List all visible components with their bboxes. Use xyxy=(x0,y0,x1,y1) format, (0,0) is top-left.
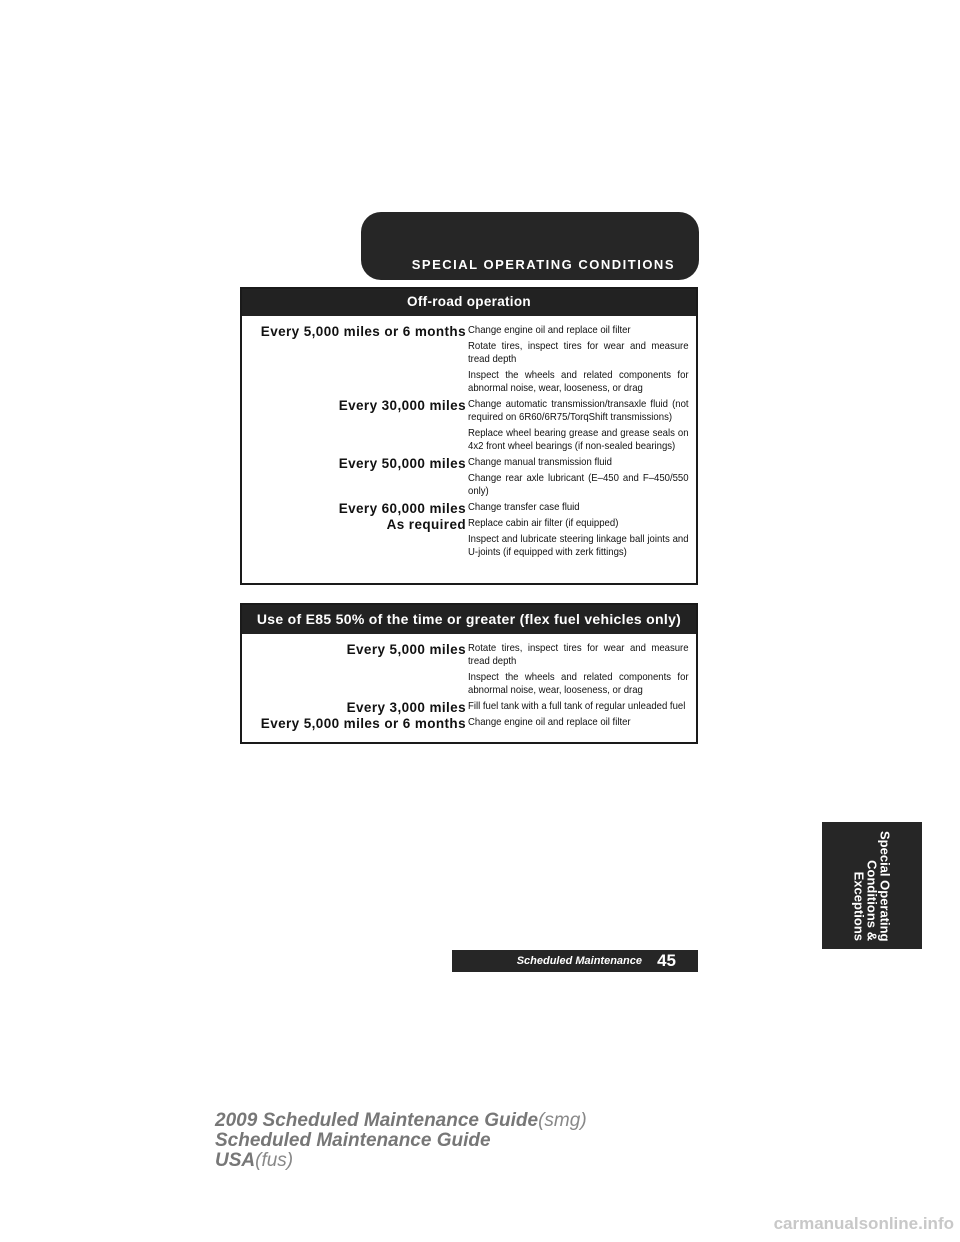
interval-label: Every 50,000 miles xyxy=(338,456,466,471)
task-item: Change rear axle lubricant (E–450 and F–450/550 only) xyxy=(468,473,689,497)
task-item: Inspect the wheels and related components for abnormal noise, wear, looseness, or drag xyxy=(468,370,689,394)
table-row xyxy=(242,700,696,716)
task-item: Change transfer case fluid xyxy=(468,502,580,513)
side-tab-line: Exceptions xyxy=(851,871,867,941)
side-tab-line: Special Operating xyxy=(877,830,893,942)
table-row xyxy=(242,716,696,732)
task-item: Change manual transmission fluid xyxy=(468,457,613,468)
flex-fuel-panel xyxy=(240,603,698,744)
chapter-side-tab-label xyxy=(853,831,892,941)
interval-label: Every 5,000 miles or 6 months xyxy=(260,716,466,731)
interval-label: As required xyxy=(386,517,466,532)
side-tab-line: Conditions & xyxy=(864,859,880,941)
interval-label: Every 30,000 miles xyxy=(338,398,466,413)
panel-title: Use of E85 50% of the time or greater (flex fuel vehicles only) xyxy=(242,605,696,634)
footer-bar xyxy=(452,950,698,972)
task-item: Change automatic transmission/transaxle fluid (not required on 6R60/6R75/TorqShift transmissions) xyxy=(468,399,689,423)
task-item: Rotate tires, inspect tires for wear and measure tread depth xyxy=(468,341,689,365)
table-row xyxy=(242,456,696,501)
section-header-tab xyxy=(361,212,699,280)
guide-title: 2009 Scheduled Maintenance Guide xyxy=(215,1110,539,1131)
off-road-panel xyxy=(240,287,698,585)
task-item: Change engine oil and replace oil filter xyxy=(468,717,631,728)
section-title: SPECIAL OPERATING CONDITIONS xyxy=(411,257,675,272)
interval-label: Every 5,000 miles or 6 months xyxy=(260,324,466,339)
guide-info xyxy=(215,1111,587,1171)
page-number: 45 xyxy=(657,951,676,970)
task-item: Fill fuel tank with a full tank of regular unleaded fuel xyxy=(468,701,686,712)
task-item: Inspect the wheels and related components for abnormal noise, wear, looseness, or drag xyxy=(468,672,689,696)
footer-label: Scheduled Maintenance xyxy=(516,955,642,967)
task-item: Replace cabin air filter (if equipped) xyxy=(468,518,619,529)
table-row xyxy=(242,642,696,700)
chapter-side-tab xyxy=(822,822,922,949)
table-row xyxy=(242,324,696,398)
guide-subtitle: Scheduled Maintenance Guide xyxy=(215,1130,491,1151)
task-item: Rotate tires, inspect tires for wear and measure tread depth xyxy=(468,643,689,667)
interval-label: Every 3,000 miles xyxy=(346,700,466,715)
guide-code: (smg) xyxy=(538,1110,587,1131)
interval-label: Every 60,000 miles xyxy=(338,501,466,516)
task-item: Inspect and lubricate steering linkage ball joints and U-joints (if equipped with zerk fittings) xyxy=(468,534,689,558)
interval-label: Every 5,000 miles xyxy=(346,642,466,657)
table-row xyxy=(242,501,696,517)
guide-region-code: (fus) xyxy=(255,1150,294,1171)
watermark: carmanualsonline.info xyxy=(773,1214,954,1233)
table-row xyxy=(242,517,696,562)
task-item: Change engine oil and replace oil filter xyxy=(468,325,631,336)
panel-title: Off-road operation xyxy=(242,289,696,316)
table-row xyxy=(242,398,696,456)
guide-region: USA xyxy=(215,1150,256,1171)
task-item: Replace wheel bearing grease and grease seals on 4x2 front wheel bearings (if non-sealed bearings) xyxy=(468,428,689,452)
